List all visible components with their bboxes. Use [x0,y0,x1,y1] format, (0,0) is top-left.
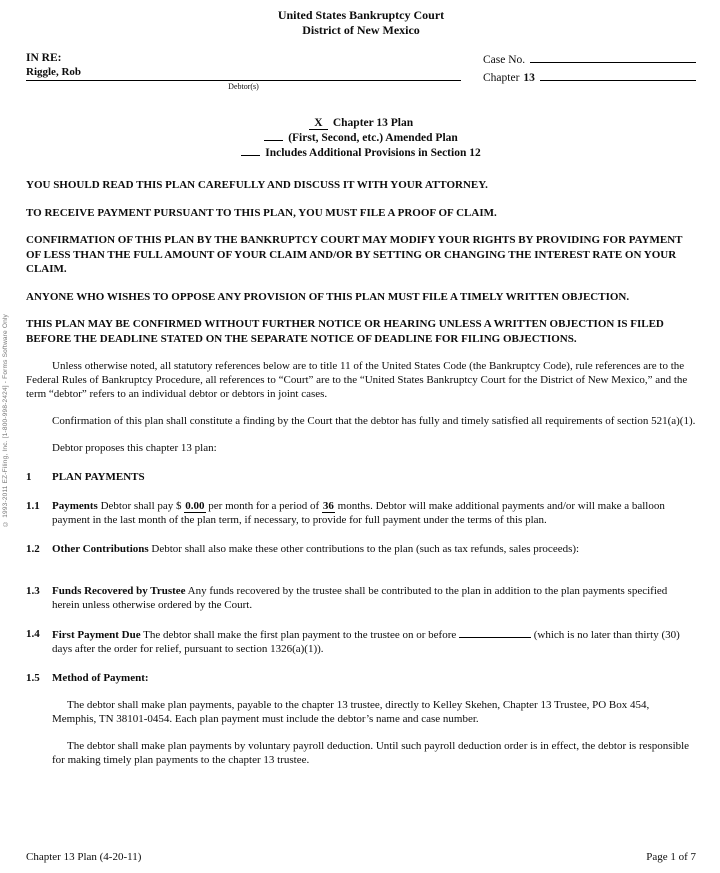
item-label: Method of Payment: [52,672,149,684]
intro-paragraph: Debtor proposes this chapter 13 plan: [52,442,217,454]
plan-title-block [26,116,696,161]
item-text-segment: per month for a period of [205,500,322,512]
item-label: Other Contributions [52,543,149,555]
warning-paragraph: YOU SHOULD READ THIS PLAN CAREFULLY AND DISCUSS IT WITH YOUR ATTORNEY. [26,179,488,191]
chapter13-checkbox-mark[interactable]: X [309,118,328,130]
item-text-segment: months. Debtor will make additional payments and/or will make a balloon payment in the last month of the plan term, if necessary, to provide for full payment under the terms of this plan. [52,500,665,526]
footer-document-title: Chapter 13 Plan (4-20-11) [26,851,142,863]
plan-type-line-amended [26,131,696,146]
section-title: PLAN PAYMENTS [52,471,145,483]
additional-provisions-checkbox-mark[interactable] [241,155,260,156]
case-no-blank-line[interactable] [530,51,696,63]
caption-debtor-column [26,51,461,92]
item-text [52,671,696,767]
amended-checkbox-mark[interactable] [264,140,283,141]
copyright-sidebar-text: © 1993-2011 EZ-Filing, Inc. [1-800-998-2424] - Forms Software Only [2,313,9,527]
item-text-segment: Any funds recovered by the trustee shall be contributed to the plan in addition to the plan payments specified herein unless otherwise ordered by the Court. [52,585,668,611]
section-item-1-4-first-payment-due [26,627,696,656]
warning-paragraph: ANYONE WHO WISHES TO OPPOSE ANY PROVISION OF THIS PLAN MUST FILE A TIMELY WRITTEN OBJECTION. [26,290,630,303]
section-item-1-5-method-of-payment [26,671,696,767]
debtor-label: Debtor(s) [228,82,259,91]
section-item-1-2-other-contributions [26,542,696,556]
item-text-segment: The debtor shall make the first plan payment to the trustee on or before [140,629,459,641]
case-no-label: Case No. [483,54,526,66]
page-footer [26,851,696,863]
section-item-1-1-payments [26,499,696,527]
chapter-blank-line [540,69,696,81]
section-item-1-3-funds-recovered [26,584,696,612]
plan-type-label: Chapter 13 Plan [332,117,414,129]
section-1-heading [26,471,696,483]
item-label: First Payment Due [52,629,141,641]
debtor-name: Riggle, Rob [26,66,81,78]
chapter-label: Chapter [483,72,520,84]
warning-notices [26,178,696,346]
method-of-payment-paragraph: The debtor shall make plan payments, payable to the chapter 13 trustee, directly to Kelley Skehen, Chapter 13 Trustee, PO Box 454, Memphis, TN 38101-0454. Each plan payment must include the debtor’s name and case number. [52,699,650,725]
introductory-paragraphs [26,359,696,455]
item-text-segment: (which is no later than thirty (30) days after the order for relief, pursuant to section 1326(a)(1)). [52,629,680,655]
caption-case-column [461,51,696,92]
item-number: 1.4 [26,628,40,640]
plan-type-label: Includes Additional Provisions in Section 12 [265,147,481,159]
method-of-payment-paragraph: The debtor shall make plan payments by voluntary payroll deduction. Until such payroll deduction order is in effect, the debtor is responsible for making timely plan payments to the chapter 13 trustee. [52,740,690,766]
item-text [52,584,696,612]
court-name: United States Bankruptcy Court [277,8,445,22]
plan-type-line-chapter13 [26,116,696,131]
intro-paragraph: Confirmation of this plan shall constitute a finding by the Court that the debtor has fully and timely satisfied all requirements of section 521(a)(1). [52,415,696,427]
item-number: 1.5 [26,672,40,684]
plan-type-label: (First, Second, etc.) Amended Plan [288,132,458,144]
chapter-value[interactable]: 13 [523,72,535,84]
item-label: Payments [52,500,98,512]
item-number: 1.1 [26,500,40,512]
item-text-segment: Debtor shall pay $ [97,500,185,512]
first-payment-date-blank-field[interactable] [459,627,531,638]
court-header [26,8,696,38]
item-number: 1.2 [26,543,40,555]
case-caption [26,51,696,92]
item-text [52,627,696,656]
item-text-segment: Debtor shall also make these other contributions to the plan (such as tax refunds, sales proceeds): [148,543,580,555]
in-re-label: IN RE: [26,52,62,64]
footer-page-number: Page 1 of 7 [646,851,696,863]
warning-paragraph: CONFIRMATION OF THIS PLAN BY THE BANKRUPTCY COURT MAY MODIFY YOUR RIGHTS BY PROVIDING FOR PAYMENT OF LESS THAN THE FULL AMOUNT OF YOUR CLAIM AND/OR BY SETTING OR CHANGING THE INTEREST RATE ON YOUR CLAIM. [26,234,683,275]
case-no-row [483,51,696,67]
item-number: 1.3 [26,585,40,597]
court-district: District of New Mexico [302,23,420,37]
plan-term-months-field[interactable]: 36 [322,500,334,512]
warning-paragraph: THIS PLAN MAY BE CONFIRMED WITHOUT FURTHER NOTICE OR HEARING UNLESS A WRITTEN OBJECTION IS FILED BEFORE THE DEADLINE STATED ON THE SEPARATE NOTICE OF DEADLINE FOR FILING OBJECTIONS. [26,318,664,345]
intro-paragraph: Unless otherwise noted, all statutory references below are to title 11 of the United States Code (the Bankruptcy Code), rule references are to the Federal Rules of Bankruptcy Procedure, all references to “Court” are to the “United States Bankruptcy Court for the District of New Mexico,” and the term “debtor” refers to an individual debtor or debtors in joint cases. [26,360,688,400]
debtor-name-field[interactable] [26,65,461,81]
chapter-row [483,69,696,85]
monthly-payment-amount-field[interactable]: 0.00 [185,500,205,512]
plan-type-line-additional-provisions [26,146,696,161]
item-text [52,499,696,527]
warning-paragraph: TO RECEIVE PAYMENT PURSUANT TO THIS PLAN, YOU MUST FILE A PROOF OF CLAIM. [26,206,497,219]
item-label: Funds Recovered by Trustee [52,585,186,597]
section-number: 1 [26,471,32,483]
item-text [52,542,696,556]
